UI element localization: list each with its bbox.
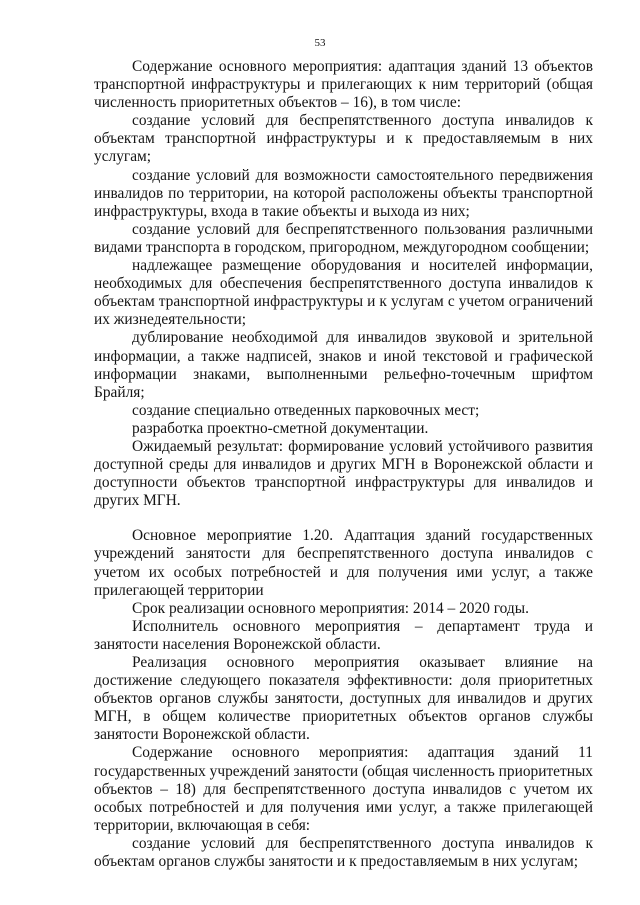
paragraph: Содержание основного мероприятия: адаптация зданий 13 объектов транспортной инфраструктуры и прилегающих к ним территорий (общая численность приоритетных объектов – 16), в том числе: [94, 58, 593, 112]
paragraph-expected-result: Ожидаемый результат: формирование условий устойчивого развития доступной среды для инвалидов и других МГН в Воронежской области и доступности объектов транспортной инфраструктуры для инвалидов и других МГН. [94, 437, 593, 510]
paragraph: Содержание основного мероприятия: адаптация зданий 11 государственных учреждений занятости (общая численность приоритетных объектов – 18) для беспрепятственного доступа инвалидов с учетом их особых потребностей и для получения ими услуг, а также прилегающей территории, включающая в себя: [94, 744, 593, 834]
list-item: дублирование необходимой для инвалидов звуковой и зрительной информации, а также надписей, знаков и иной текстовой и графической информации знаками, выполненными рельефно-точечным шрифтом Брайля; [94, 329, 593, 401]
list-item: создание условий для беспрепятственного пользования различными видами транспорта в городском, пригородном, междугородном сообщении; [94, 220, 593, 256]
page-number: 53 [314, 37, 326, 49]
list-item: создание условий для беспрепятственного доступа инвалидов к объектам транспортной инфраструктуры и к предоставляемым в них услугам; [94, 112, 593, 166]
paragraph: Исполнитель основного мероприятия – департамент труда и занятости населения Воронежской области. [94, 617, 593, 653]
list-item: создание специально отведенных парковочных мест; [132, 401, 480, 419]
paragraph: Срок реализации основного мероприятия: 2014 – 2020 годы. [132, 599, 529, 617]
document-body [94, 58, 593, 871]
list-item: создание условий для возможности самостоятельного передвижения инвалидов по территории, на которой расположены объекты транспортной инфраструктуры, входа в такие объекты и выхода из них; [94, 166, 593, 220]
list-item: надлежащее размещение оборудования и носителей информации, необходимых для обеспечения беспрепятственного доступа инвалидов к объектам транспортной инфраструктуры и к услугам с учетом ограничений их жизнедеятельности; [94, 257, 593, 329]
list-item: разработка проектно-сметной документации. [132, 419, 429, 437]
paragraph: Реализация основного мероприятия оказывает влияние на достижение следующего показателя эффективности: доля приоритетных объектов органов службы занятости, доступных для инвалидов и других МГН, в общем количестве приоритетных объектов органов службы занятости Воронежской области. [94, 654, 593, 744]
section-heading: Основное мероприятие 1.20. Адаптация зданий государственных учреждений занятости для беспрепятственного доступа инвалидов с учетом их особых потребностей и для получения ими услуг, а также прилегающей территории [94, 527, 593, 599]
list-item: создание условий для беспрепятственного доступа инвалидов к объектам органов службы занятости и к предоставляемым в них услугам; [94, 834, 593, 871]
